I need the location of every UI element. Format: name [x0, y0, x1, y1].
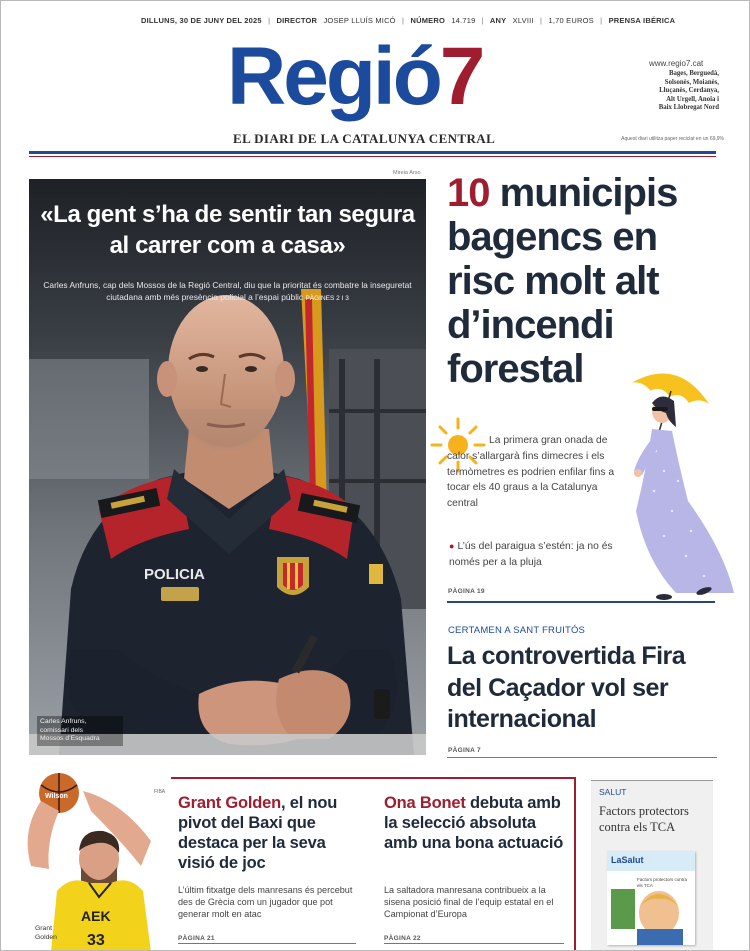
woman-with-umbrella-illustration [616, 361, 746, 601]
golden-body: L’últim fitxatge dels manresans és percebut des de Grècia com un jugador que pot generar molt en atac [178, 885, 353, 920]
salut-cover-logo: LaSalut [611, 855, 644, 865]
jersey-number-text: 33 [87, 932, 105, 949]
region-line: Lluçanès, Cerdanya, [659, 87, 719, 95]
bonet-headline-text: debuta amb la selecció absoluta amb una bona actuació [384, 794, 564, 852]
headline-text: municipis bagencs en risc molt alt d’incendi forestal [447, 171, 678, 391]
newspaper-logo[interactable] [227, 31, 527, 123]
bonet-page-ref[interactable]: PÀGINA 22 [384, 935, 421, 942]
number-label: NÚMERO [410, 16, 446, 25]
director-label: DIRECTOR [276, 16, 318, 25]
masthead-rule-thin [29, 156, 716, 157]
jersey-team-text: AEK [81, 908, 111, 924]
salut-supplement-box[interactable] [591, 780, 713, 951]
golden-page-ref[interactable]: PÀGINA 21 [178, 935, 215, 942]
year-value: XLVIII [512, 16, 534, 25]
caption-line: Mossos d’Esquadra [40, 735, 100, 742]
salut-magazine-cover [607, 851, 695, 945]
interview-page-ref[interactable]: PÀGINES 2 I 3 [305, 295, 349, 302]
masthead-rule [29, 151, 716, 154]
caption-line: Golden [35, 933, 57, 941]
uniform-badge-text: POLICIA [144, 566, 205, 583]
bonet-body: La saltadora manresana contribueix a la sisena posició final de l’equip estatal en el Campionat d’Europa [384, 885, 554, 920]
golden-photo-credit: FIBA [154, 789, 166, 795]
fira-headline[interactable]: La controvertida Fira del Caçador vol ser internacional [447, 642, 686, 733]
fira-page-ref[interactable]: PÀGINA 7 [448, 747, 481, 754]
headline-number: 10 [447, 171, 490, 215]
caption-line: Carles Anfruns, [40, 718, 87, 725]
masthead-info-line: DILLUNS, 30 DE JUNY DEL 2025 | DIRECTOR JOSEP LLUÍS MICÓ | NÚMERO 14.719 | ANY XLVIII | 1,70 EUROS | PRENSA IBÉRICA [141, 16, 676, 25]
recycled-paper-note: Aquest diari utilitza paper reciclat en un 69,9% [621, 136, 724, 142]
region-line: Alt Urgell, Anoia i [666, 95, 719, 103]
bullet-dot-icon: ● [449, 541, 455, 551]
lead-bullet [449, 539, 619, 571]
section-divider [447, 601, 715, 603]
director-name: JOSEP LLUÍS MICÓ [323, 16, 396, 25]
caption-line: comissari dels [40, 726, 84, 734]
year-label: ANY [489, 16, 507, 25]
region-line: Baix Llobregat Nord [658, 104, 719, 112]
caption-line: Grant [35, 925, 52, 932]
website-link[interactable]: www.regio7.cat [649, 59, 704, 68]
salut-kicker: SALUT [599, 787, 627, 797]
section-divider [384, 943, 564, 944]
basketball-player-photo [11, 771, 171, 951]
golden-headline[interactable] [178, 793, 363, 873]
ball-brand-text: Wilson [45, 793, 68, 800]
officer-photo [29, 179, 426, 755]
bonet-name: Ona Bonet [384, 794, 466, 812]
golden-headline-text: , el nou pivot del Baxi que destaca per la seva visió de joc [178, 794, 338, 872]
section-divider [178, 943, 356, 944]
golden-photo-caption [35, 925, 57, 942]
interview-photo-block[interactable] [29, 179, 426, 755]
fira-kicker: CERTAMEN A SANT FRUITÓS [448, 625, 586, 636]
logo-number: 7 [439, 31, 483, 122]
slogan: EL DIARI DE LA CATALUNYA CENTRAL [233, 131, 496, 146]
interview-quote: «La gent s’ha de sentir tan segura al carrer com a casa» [40, 201, 415, 259]
publisher-group: PRENSA IBÉRICA [608, 16, 676, 25]
regions-list [613, 70, 719, 113]
region-line: Solsonès, Moianès, [664, 78, 719, 86]
lead-page-ref[interactable]: PÀGINA 19 [448, 588, 485, 595]
photo-credit: Mireia Arso [393, 170, 421, 176]
golden-name: Grant Golden [178, 794, 282, 812]
salut-title: Factors protectors contra els TCA [599, 804, 689, 834]
photo-caption [37, 716, 123, 746]
salut-cover-text: Factors protectors contra els TCA [637, 877, 688, 888]
price: 1,70 EUROS [548, 16, 594, 25]
lead-bullet-text: L’ús del paraigua s’estén: ja no és només per a la pluja [449, 541, 613, 568]
lead-headline[interactable] [447, 171, 717, 391]
lead-body [447, 433, 627, 512]
logo-word: Regió [227, 31, 440, 122]
bonet-headline[interactable] [384, 793, 569, 853]
interview-lede [39, 279, 416, 305]
section-divider [447, 757, 717, 758]
issue-date: DILLUNS, 30 DE JUNY DEL 2025 [141, 16, 262, 25]
interview-lede-text: Carles Anfruns, cap dels Mossos de la Regió Central, diu que la prioritat és combatre la inseguretat ciutadana amb més presència policial a l’espai públic [43, 280, 412, 302]
lead-body-text: La primera gran onada de calor s’allargarà fins dimecres i els termòmetres es podrien enfilar fins a tocar els 40 graus a la Catalunya central [447, 435, 615, 510]
issue-number: 14.719 [451, 16, 476, 25]
region-line: Bages, Berguedà, [668, 70, 719, 77]
cover-illustration [607, 851, 695, 945]
